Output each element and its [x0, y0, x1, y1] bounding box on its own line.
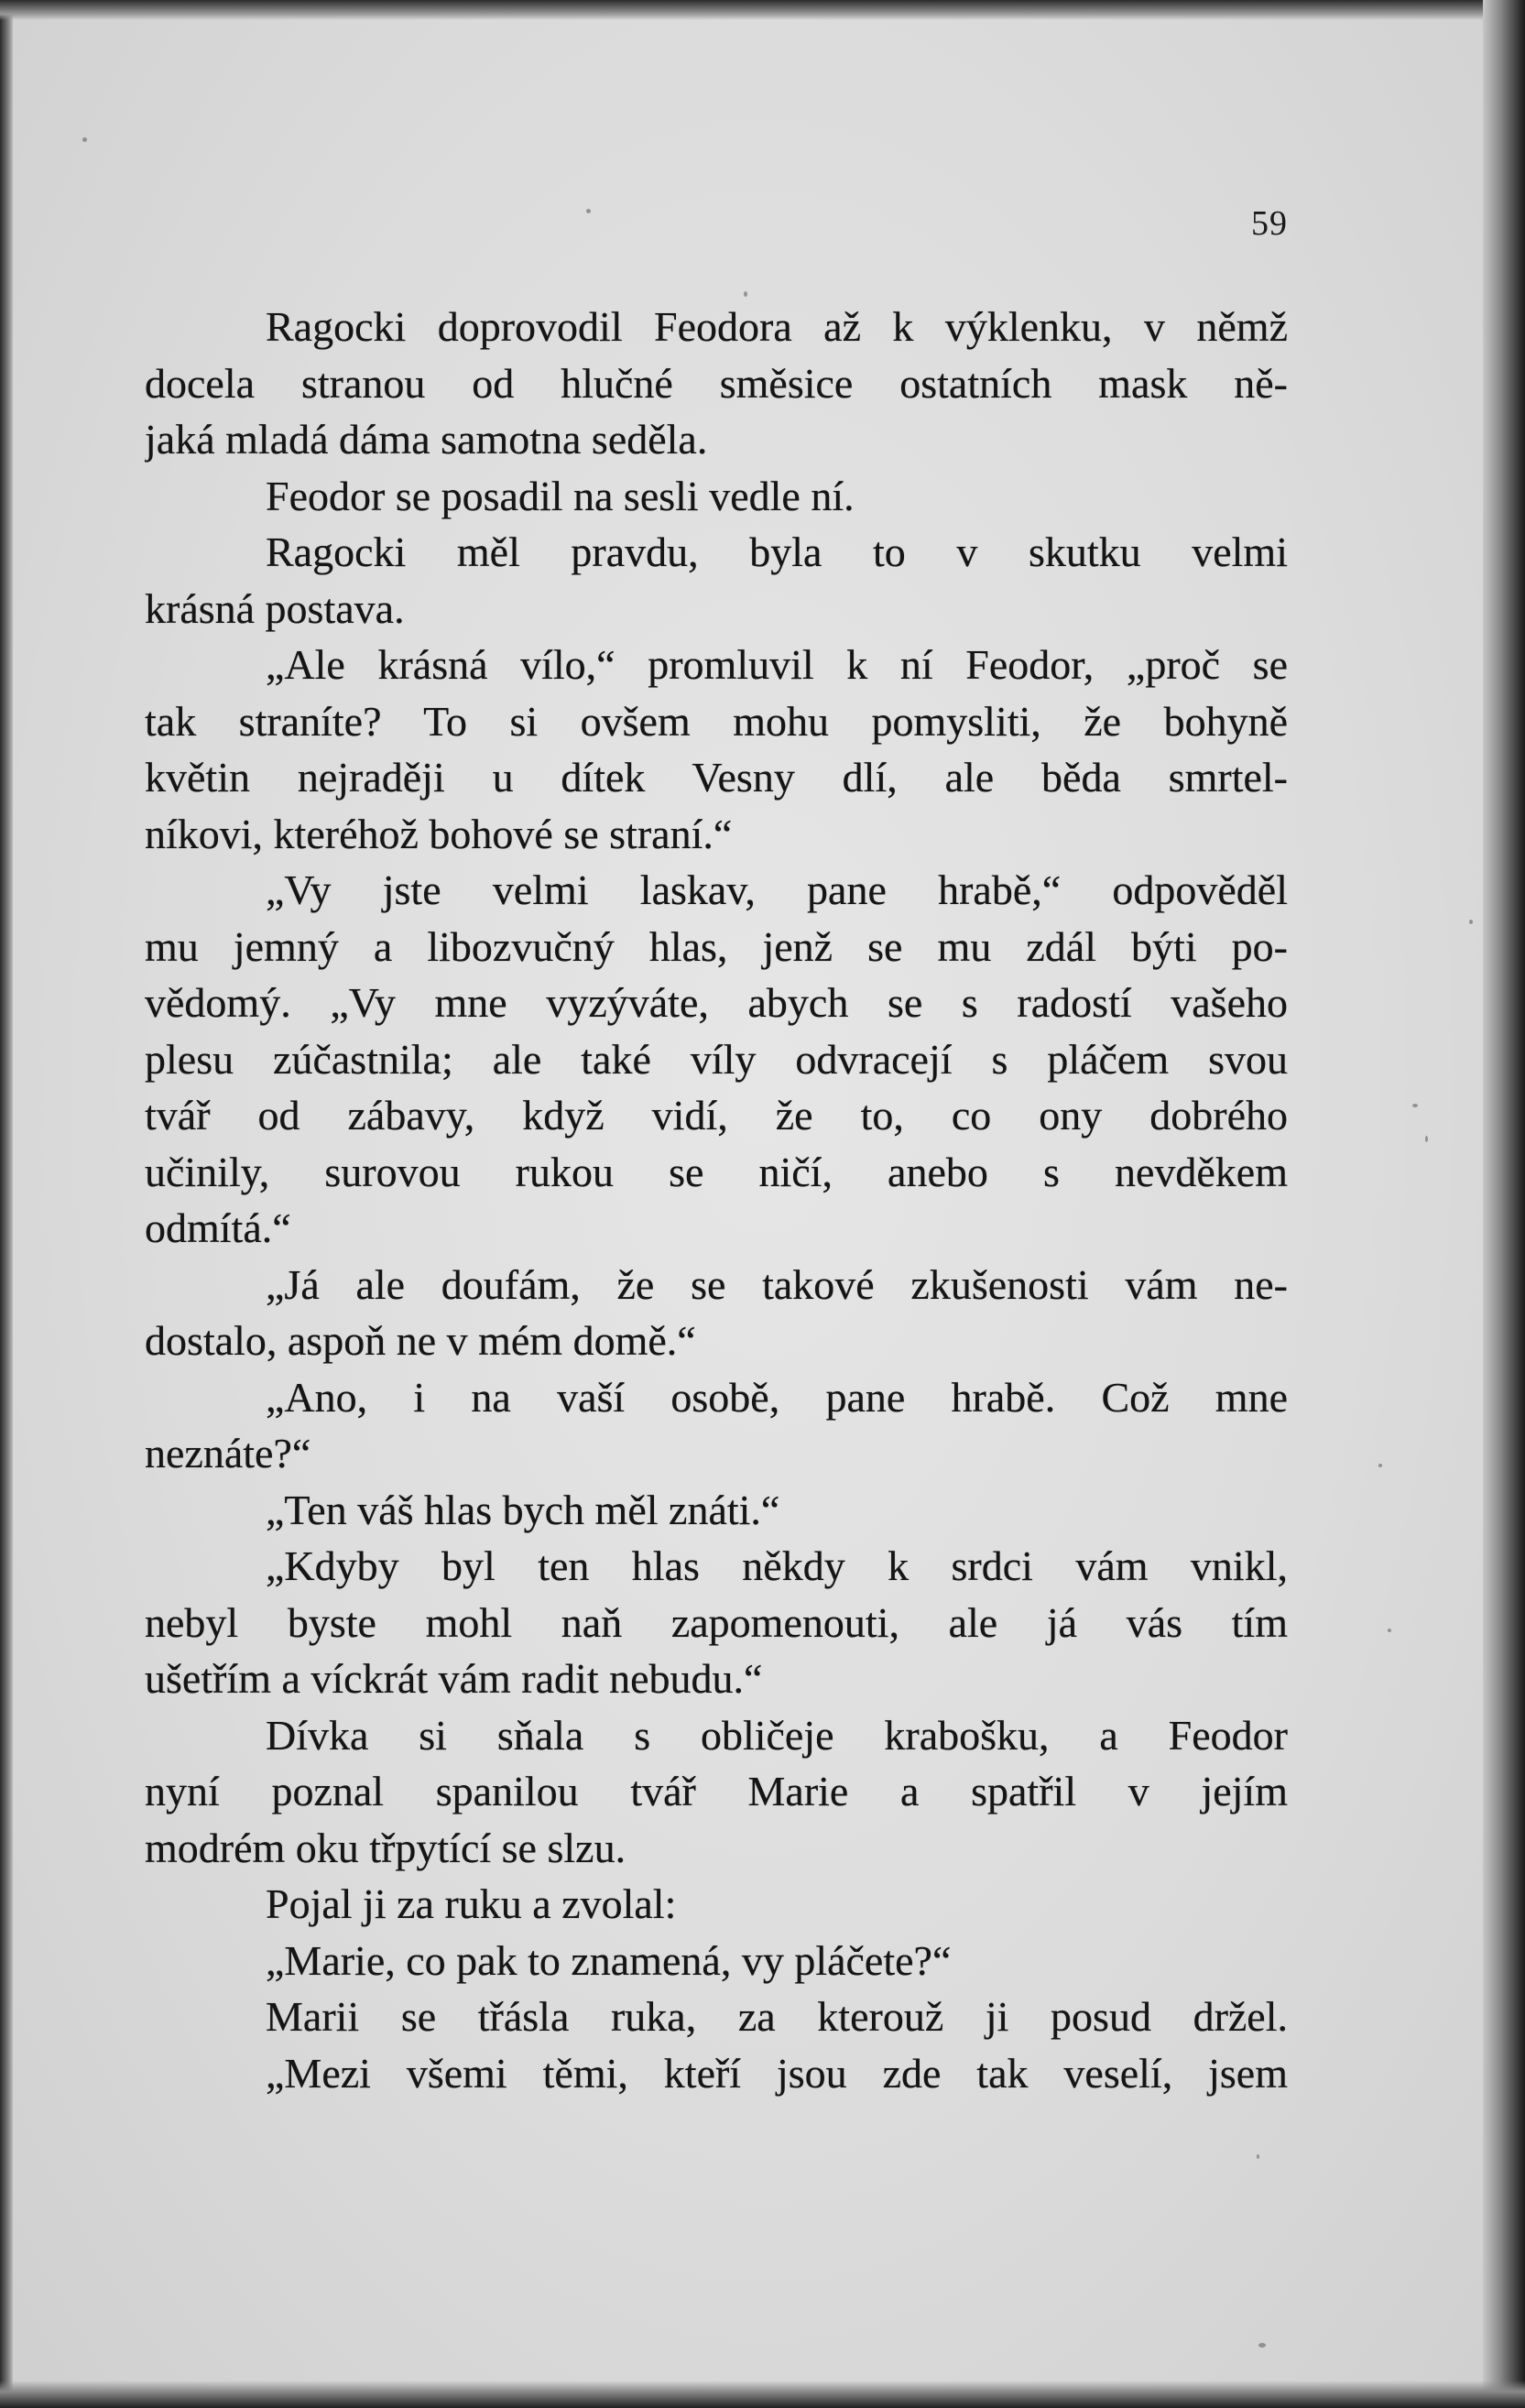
paper-speck — [1469, 920, 1473, 924]
paper-speck — [744, 291, 747, 297]
text-line: tak straníte? To si ovšem mohu pomysliti, že bohyně — [145, 697, 1288, 745]
text-line: „Kdyby byl ten hlas někdy k srdci vám vnikl, — [266, 1542, 1288, 1589]
paper-speck — [1258, 2343, 1266, 2348]
text-line: „Já ale doufám, že se takové zkušenosti vám ne- — [266, 1260, 1288, 1308]
text-line: „Mezi všemi těmi, kteří jsou zde tak veselí, jsem — [266, 2049, 1288, 2097]
text-line: Ragocki měl pravdu, byla to v skutku velmi — [266, 528, 1288, 575]
text-line: tvář od zábavy, když vidí, že to, co ony dobrého — [145, 1092, 1288, 1139]
text-line: docela stranou od hlučné směsice ostatních mask ně- — [145, 359, 1288, 407]
paper-speck — [1425, 1136, 1428, 1142]
text-line: krásná postava. — [145, 584, 405, 632]
text-line: vědomý. „Vy mne vyzýváte, abych se s radostí vašeho — [145, 979, 1288, 1026]
text-line: neznáte?“ — [145, 1430, 311, 1476]
paper-speck — [82, 137, 87, 142]
paper-speck — [1412, 1104, 1418, 1107]
text-line: dostalo, aspoň ne v mém domě.“ — [145, 1317, 696, 1364]
text-line: ušetřím a víckrát vám radit nebudu.“ — [145, 1655, 763, 1702]
text-line: odmítá.“ — [145, 1204, 291, 1251]
page-number: 59 — [1251, 204, 1288, 243]
text-line: nyní poznal spanilou tvář Marie a spatřil v jejím — [145, 1768, 1288, 1814]
text-line: „Ten váš hlas bych měl znáti.“ — [266, 1486, 780, 1533]
paper-speck — [1388, 1629, 1391, 1632]
bottom-page-edge — [0, 2381, 1525, 2408]
text-line: „Vy jste velmi laskav, pane hrabě,“ odpověděl — [266, 866, 1288, 913]
body-text — [145, 299, 1288, 2101]
text-line: „Ale krásná vílo,“ promluvil k ní Feodor, „proč se — [266, 641, 1288, 688]
text-line: Marii se třásla ruka, za kterouž ji posud držel. — [266, 1993, 1288, 2040]
text-line: níkovi, kteréhož bohové se straní.“ — [145, 810, 733, 857]
text-line: plesu zúčastnila; ale také víly odvracejí s pláčem svou — [145, 1035, 1288, 1083]
text-line: „Ano, i na vaší osobě, pane hrabě. Což mne — [266, 1373, 1288, 1421]
text-line: mu jemný a libozvučný hlas, jenž se mu zdál býti po- — [145, 922, 1288, 970]
text-line: jaká mladá dáma samotna seděla. — [145, 416, 708, 463]
paper-speck — [1378, 1464, 1382, 1467]
text-line: květin nejraději u dítek Vesny dlí, ale běda smrtel- — [145, 754, 1288, 801]
text-line: Dívka si sňala s obličeje krabošku, a Feodor — [266, 1711, 1288, 1759]
text-line: Feodor se posadil na sesli vedle ní. — [266, 472, 855, 519]
text-line: Ragocki doprovodil Feodora až k výklenku, v němž — [266, 303, 1288, 350]
text-line: nebyl byste mohl naň zapomenouti, ale já vás tím — [145, 1598, 1288, 1646]
text-line: učinily, surovou rukou se ničí, anebo s nevděkem — [145, 1148, 1288, 1195]
text-line: Pojal ji za ruku a zvolal: — [266, 1880, 677, 1927]
top-page-edge — [0, 0, 1525, 20]
paper-speck — [586, 209, 591, 213]
binding-edge — [0, 0, 13, 2408]
paper-speck — [1257, 2154, 1259, 2159]
text-line: modrém oku třpytící se slzu. — [145, 1824, 626, 1871]
text-line: „Marie, co pak to znamená, vy pláčete?“ — [266, 1936, 952, 1984]
right-page-edge — [1483, 0, 1525, 2408]
